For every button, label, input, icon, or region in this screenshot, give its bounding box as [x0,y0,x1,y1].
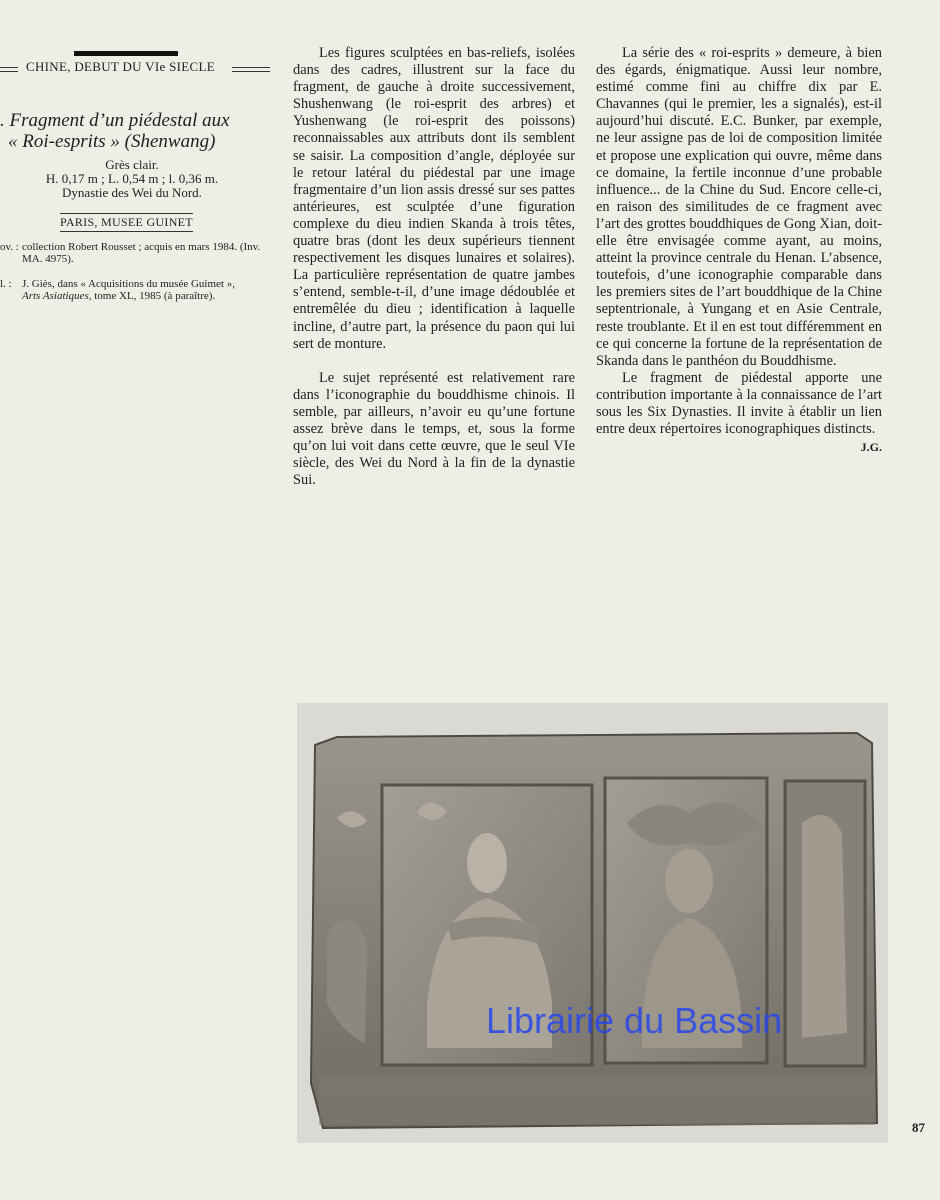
dimensions: H. 0,17 m ; L. 0,54 m ; l. 0,36 m. [45,171,219,186]
bibliography-text-3: tome XL, 1985 (à paraître). [91,290,216,302]
bibliography-text-1: J. Giès, dans « Acquisitions du musée Guimet », [22,278,235,290]
provenance-key: ov. : [0,241,19,253]
text-column-3 [596,45,882,456]
sculpture-photo [297,703,888,1143]
page-number: 87 [912,1120,925,1135]
paragraph-text: Le fragment de piédestal apporte une contribution importante à la connaissance de l’art sous les Six Dynasties. Il invite à établir un lien entre deux répertoires iconographiques distincts. [596,369,882,438]
provenance-text: collection Robert Rousset ; acquis en mars 1984. (Inv. MA. 4975). [22,241,261,265]
text-column-2 [293,45,575,489]
bibliography-key: l. : [0,278,12,290]
author-signature: J.G. [860,440,882,455]
header-rule [0,71,18,72]
header-rule [232,67,270,68]
bibliography-note [0,278,275,302]
sculpture-image [297,703,888,1143]
dynasty: Dynastie des Wei du Nord. [62,185,202,200]
header-rule [232,71,270,72]
section-header [0,59,270,81]
material: Grès clair. [105,157,159,172]
watermark: Librairie du Bassin [486,1000,783,1041]
entry-title [0,110,272,152]
section-header-label: CHINE, DEBUT DU VIe SIECLE [26,59,215,74]
paragraph: Les figures sculptées en bas-reliefs, isolées dans des cadres, illustrent sur la face du fragment, de gauche à droite successivement, Shushenwang (le roi-esprit des arbres) et Yushenwang (le roi-esprit des poissons) reconnaissables aux attributs dont ils semblent se saisir. La composition d’angle, déployée sur le retour latéral du piédestal par une image fragmentaire d’un lion assis dressé sur ses pattes antérieures, est sculptée d’une figuration complexe du dieu indien Skanda à trois têtes, quatre bras (dont les deux supérieurs tiennent respectivement les disques lunaires et solaires). La particulière représentation de quatre jambes s’entend, semble-t-il, d’une image dédoublée et entremêlée du dieu ; identification à laquelle incline, d’autre part, la présence du paon qui lui sert de monture. [293,45,575,352]
museum-label: PARIS, MUSEE GUINET [60,213,193,232]
bibliography-text [22,278,275,302]
provenance-note [0,241,275,265]
entry-meta [0,158,264,200]
entry-title-line1: . Fragment d’un piédestal aux [0,110,230,131]
paragraph: La série des « roi-esprits » demeure, à bien des égards, énigmatique. Aussi leur nombre, estimé comme fini au chiffre dix par E. Chavannes (qui le premier, les a signalés), est-il aujourd’hui discuté. E.C. Bunker, par exemple, ne leur assigne pas de loi de composition limitée et propose une explication qui ouvre, même dans ce domaine, la fertile inconnue d’une probable influence... de la Chine du Sud. Encore celle-ci, en raison des similitudes de ce fragment avec l’art des grottes bouddhiques de Gong Xian, doit-elle être envisagée comme ayant, au moins, atteint la province centrale du Henan. L’absence, toutefois, d’une iconographie comparable dans les premiers sites de l’art bouddhique de la Chine septentrionale, à Yungang et en Asie Centrale, reste troublante. Et il en est tout différemment en ce qui concerne la fortune de la représentation de Skanda dans le panthéon du Bouddhisme. [596,45,882,369]
paragraph [596,369,882,455]
header-rule [0,67,18,68]
header-bar [74,51,178,56]
paragraph: Le sujet représenté est relativement rare dans l’iconographie du bouddhisme chinois. Il semble, par ailleurs, n’avoir eu qu’une fortune assez brève dans le temps, et, sous la forme qu’on lui voit dans cette œuvre, que le seul VIe siècle, des Wei du Nord à la fin de la dynastie Sui. [293,369,575,489]
bibliography-journal: Arts Asiatiques, [22,290,92,302]
entry-title-line2: « Roi-esprits » (Shenwang) [8,131,216,152]
